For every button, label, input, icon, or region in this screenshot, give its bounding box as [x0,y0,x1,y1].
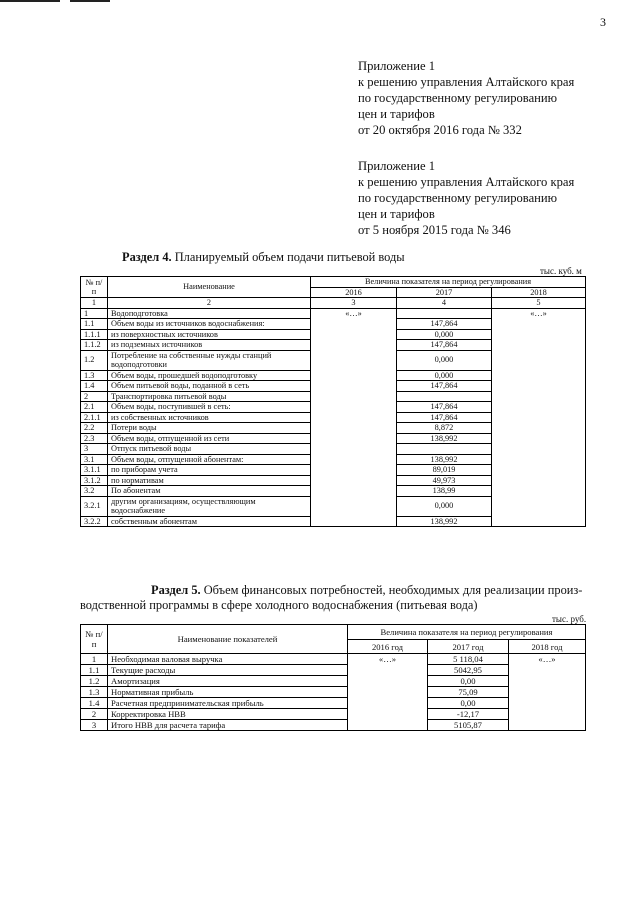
row-number: 1.4 [81,381,108,392]
row-number: 1.1.2 [81,340,108,351]
section5-title-text: Объем финансовых потребностей, необходимых для реализации произ- [200,583,583,597]
value-2017 [397,308,492,319]
value-2017: 147,864 [397,412,492,423]
row-name: Потери воды [108,423,311,434]
section5-title-bold: Раздел 5. [151,583,201,597]
value-2017: 147,864 [397,381,492,392]
header-col-index: 2 [108,298,311,309]
row-number: 1.2 [81,676,108,687]
row-number: 3.2 [81,486,108,497]
section5-title [151,583,582,598]
value-2017: 138,992 [397,454,492,465]
row-name: Текущие расходы [108,665,348,676]
row-number: 1.1.1 [81,329,108,340]
header-num: № п/ п [81,625,108,654]
header-col-index: 1 [81,298,108,309]
value-2017: 5105,87 [428,720,509,731]
row-number: 2 [81,709,108,720]
row-number: 3.1 [81,454,108,465]
row-name: Объем воды из источников водоснабжения: [108,319,311,330]
header-year-2017: 2017 год [428,640,509,654]
row-name: Итого НВВ для расчета тарифа [108,720,348,731]
row-name: По абонентам [108,486,311,497]
value-2017 [397,391,492,402]
row-number: 2.1 [81,402,108,413]
row-name: из подземных источников [108,340,311,351]
value-2017: 138,99 [397,486,492,497]
value-2016-cell: «…» [348,654,428,731]
value-2017: 5042,95 [428,665,509,676]
appendix-line: Приложение 1 [358,159,436,173]
appendix-line: цен и тарифов [358,207,435,221]
value-2017: 147,864 [397,340,492,351]
row-name: Водоподготовка [108,308,311,319]
header-col-index: 4 [397,298,492,309]
appendix-header-2016 [358,58,574,138]
appendix-line: от 20 октября 2016 года № 332 [358,123,522,137]
row-name: Объем питьевой воды, поданной в сеть [108,381,311,392]
value-2016-cell: «…» [311,308,397,527]
row-number: 3.2.2 [81,516,108,527]
row-name: Амортизация [108,676,348,687]
row-number: 3 [81,444,108,455]
value-2017: 49,973 [397,475,492,486]
appendix-line: по государственному регулированию [358,91,558,105]
header-year-2017: 2017 [397,287,492,298]
value-2017: 0,000 [397,496,492,516]
row-number: 1.4 [81,698,108,709]
row-name: Отпуск питьевой воды [108,444,311,455]
row-name: из поверхностных источников [108,329,311,340]
row-name: по нормативам [108,475,311,486]
row-number: 1.2 [81,350,108,370]
header-period: Величина показателя на период регулирования [311,277,586,288]
header-num: № п/п [81,277,108,298]
value-2017: 0,000 [397,350,492,370]
appendix-line: Приложение 1 [358,59,436,73]
row-number: 2.2 [81,423,108,434]
row-name: Расчетная предпринимательская прибыль [108,698,348,709]
header-year-2018: 2018 [492,287,586,298]
section4-units: тыс. куб. м [540,266,582,276]
section4-table [80,276,586,527]
header-year-2016: 2016 [311,287,397,298]
row-name: Объем воды, отпущенной из сети [108,433,311,444]
section5-units: тыс. руб. [552,614,587,624]
row-number: 2.3 [81,433,108,444]
row-number: 1 [81,654,108,665]
value-2017: 0,000 [397,370,492,381]
page-number: 3 [600,15,606,29]
section5-title-line2: водственной программы в сфере холодного водоснабжения (питьевая вода) [80,598,478,612]
table-row [81,654,586,665]
row-name: Транспортировка питьевой воды [108,391,311,402]
value-2017: 0,00 [428,698,509,709]
row-number: 1.1 [81,665,108,676]
row-number: 1.3 [81,687,108,698]
row-name: Объем воды, поступившей в сеть: [108,402,311,413]
value-2017: -12,17 [428,709,509,720]
value-2018-cell: «…» [492,308,586,527]
header-col-index: 5 [492,298,586,309]
value-2017: 147,864 [397,402,492,413]
value-2017: 5 118,04 [428,654,509,665]
header-name: Наименование показателей [108,625,348,654]
row-number: 3.2.1 [81,496,108,516]
appendix-line: цен и тарифов [358,107,435,121]
value-2017: 138,992 [397,516,492,527]
scan-edge-line [0,0,60,2]
row-name: Необходимая валовая выручка [108,654,348,665]
value-2017: 0,000 [397,329,492,340]
header-year-2016: 2016 год [348,640,428,654]
table-row [81,308,586,319]
row-name: из собственных источников [108,412,311,423]
value-2017: 8,872 [397,423,492,434]
row-name: Объем воды, прошедшей водоподготовку [108,370,311,381]
row-name: Нормативная прибыль [108,687,348,698]
row-number: 1.1 [81,319,108,330]
header-col-index: 3 [311,298,397,309]
row-name: Объем воды, отпущенной абонентам: [108,454,311,465]
section4-title [122,250,405,265]
row-number: 1 [81,308,108,319]
appendix-line: по государственному регулированию [358,191,558,205]
appendix-line: к решению управления Алтайского края [358,75,575,89]
value-2017: 0,00 [428,676,509,687]
row-number: 2 [81,391,108,402]
scan-edge-line [70,0,110,2]
row-number: 2.1.1 [81,412,108,423]
header-name: Наименование [108,277,311,298]
value-2017: 89,019 [397,465,492,476]
value-2017: 138,992 [397,433,492,444]
row-name: Корректировка НВВ [108,709,348,720]
header-year-2018: 2018 год [509,640,586,654]
row-name: Потребление на собственные нужды станций водоподготовки [108,350,311,370]
section4-title-bold: Раздел 4. [122,250,172,264]
row-number: 1.3 [81,370,108,381]
section5-table [80,624,586,731]
section4-title-text: Планируемый объем подачи питьевой воды [171,250,405,264]
row-number: 3 [81,720,108,731]
row-name: собственным абонентам [108,516,311,527]
value-2017 [397,444,492,455]
row-number: 3.1.2 [81,475,108,486]
appendix-header-2015 [358,158,574,238]
appendix-line: от 5 ноября 2015 года № 346 [358,223,511,237]
row-name: другим организациям, осуществляющим водоснабжение [108,496,311,516]
value-2018-cell: «…» [509,654,586,731]
row-number: 3.1.1 [81,465,108,476]
header-period: Величина показателя на период регулирования [348,625,586,640]
value-2017: 75,09 [428,687,509,698]
appendix-line: к решению управления Алтайского края [358,175,575,189]
row-name: по приборам учета [108,465,311,476]
value-2017: 147,864 [397,319,492,330]
